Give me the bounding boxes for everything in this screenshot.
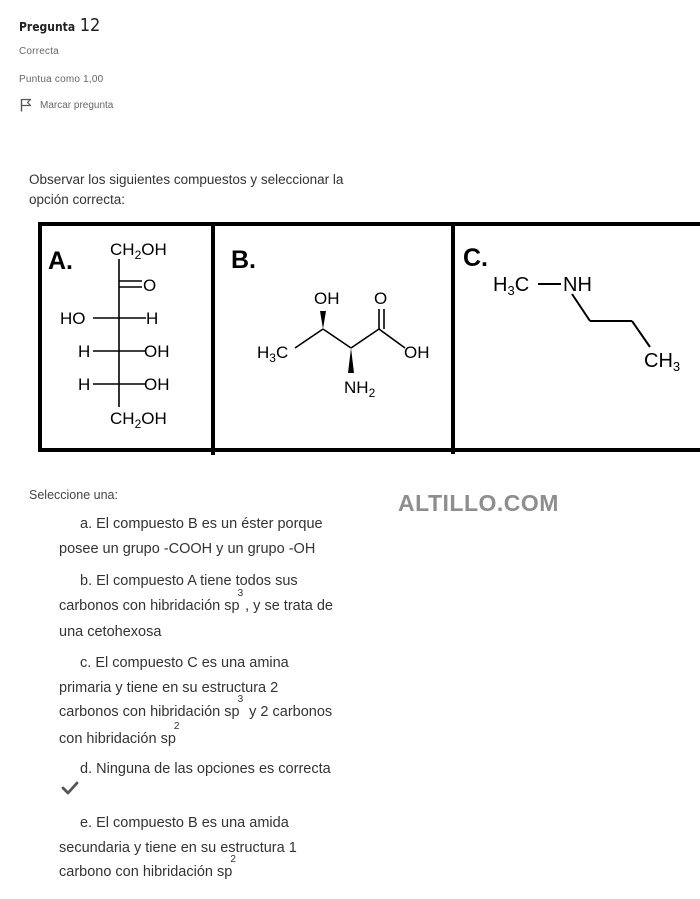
question-label-word: Pregunta — [19, 20, 76, 34]
answer-option-c[interactable] — [59, 651, 379, 753]
structure-a-bottom-group: $CH_2OH$ — [110, 409, 167, 431]
superscript: 3 — [237, 587, 244, 599]
option-text: primaria y tiene en su estructura 2 — [59, 679, 279, 696]
structure-a-carbonyl-o: O — [143, 276, 157, 295]
question-prompt: Observar los siguientes compuestos y seleccionar la opción correcta: — [29, 172, 344, 207]
answer-option-b[interactable] — [59, 569, 379, 645]
superscript: 2 — [230, 854, 236, 865]
option-text: secundaria y tiene en su estructura 1 — [59, 839, 297, 856]
flag-question-link[interactable] — [20, 98, 113, 112]
structure-b-nh2: $NH_2$ — [344, 378, 376, 400]
option-letter: a. — [80, 516, 93, 532]
answer-option-a[interactable] — [59, 512, 379, 561]
option-text: carbonos con hibridación sp — [59, 597, 240, 614]
structure-c-letter: C. — [463, 244, 488, 272]
structure-b-acid-oh: OH — [404, 343, 430, 362]
option-text: El compuesto C es una amina — [95, 655, 289, 671]
option-text: una cetohexosa — [59, 624, 162, 640]
structure-c-h3c: $H_3C$ — [493, 274, 530, 298]
check-icon — [60, 778, 80, 798]
option-text: posee un grupo -COOH y un grupo -OH — [59, 540, 316, 557]
option-text: El compuesto B es una amida — [96, 815, 289, 831]
option-text: Ninguna de las opciones es correcta — [96, 761, 331, 777]
watermark: ALTILLO.COM — [398, 490, 559, 516]
superscript: 2 — [173, 720, 180, 732]
compound-structures-figure — [38, 221, 700, 455]
select-one-label: Seleccione una: — [29, 488, 118, 502]
option-text: carbono con hibridación sp — [59, 864, 233, 880]
option-letter: b. — [80, 573, 93, 589]
structure-a-letter: A. — [48, 247, 73, 275]
structure-b-letter: B. — [231, 246, 256, 274]
structure-b-oh: OH — [314, 289, 340, 308]
option-letter: c. — [80, 655, 92, 671]
structure-a-row2-right: OH — [144, 342, 170, 361]
structure-b-o: O — [374, 289, 388, 308]
option-letter: d. — [80, 761, 93, 777]
option-text: El compuesto B es un éster porque — [96, 516, 323, 532]
answer-option-d[interactable] — [59, 757, 379, 782]
answer-option-e[interactable] — [59, 811, 379, 887]
superscript: 3 — [237, 694, 244, 705]
option-text: carbonos con hibridación sp — [59, 704, 240, 720]
question-label — [19, 15, 100, 36]
option-text: , y se trata de — [245, 597, 333, 614]
option-text: y 2 carbonos — [245, 704, 333, 720]
option-letter: e. — [80, 815, 93, 831]
question-status: Correcta — [19, 46, 59, 57]
question-score: Puntua como 1,00 — [19, 74, 104, 85]
structure-b-h3c: $H_3C$ — [257, 343, 289, 365]
structure-a-row3-right: OH — [144, 375, 170, 394]
question-number: 12 — [79, 15, 101, 36]
structure-a-row3-left: H — [78, 375, 91, 394]
flag-question-label: Marcar pregunta — [40, 99, 114, 111]
structure-a-top-group: $CH_2OH$ — [110, 240, 167, 262]
structure-a-row2-left: H — [78, 342, 91, 361]
structure-c-ch3: $CH_3$ — [644, 350, 681, 374]
option-text: El compuesto A tiene todos sus — [96, 573, 298, 589]
structure-c-nh: NH — [563, 274, 592, 296]
flag-icon — [20, 98, 32, 112]
structure-a-row1-right: H — [146, 309, 159, 328]
option-text: con hibridación sp — [59, 730, 176, 747]
structure-a-row1-left: HO — [60, 309, 86, 328]
